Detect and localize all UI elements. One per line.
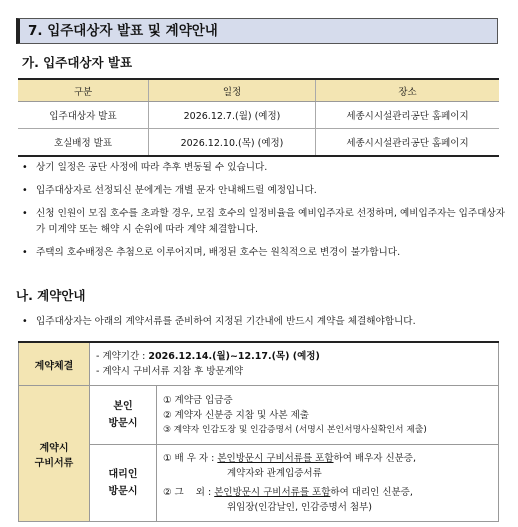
list-item <box>163 485 492 500</box>
list-item: ① 계약금 입금증 <box>163 394 233 406</box>
period-value: 2026.12.14.(월)~12.17.(목) (예정) <box>148 351 320 362</box>
table-row <box>18 102 499 129</box>
list-item: ③ 계약자 인감도장 및 인감증명서 (서명시 본인서명사실확인서 제출) <box>163 424 427 435</box>
list-item: • 주택의 호수배정은 추첨으로 이루어지며, 배정된 호수는 원칙적으로 변경이 불가합니다. <box>22 245 508 261</box>
label-required-docs <box>19 386 90 522</box>
label-contract-signing: 계약체결 <box>19 342 90 386</box>
column-header: 구분 <box>18 79 149 102</box>
table-header-row <box>18 79 499 102</box>
list-item: • 상기 일정은 공단 사정에 따라 추후 변동될 수 있습니다. <box>22 160 508 176</box>
period-prefix: - 계약기간 : <box>96 351 149 362</box>
table-row <box>19 386 499 445</box>
table-cell: 입주대상자 발표 <box>18 102 149 129</box>
item-prefix: ② 그 외 : <box>163 487 215 498</box>
table-cell: 호실배정 발표 <box>18 129 149 157</box>
item-rest: 하여 대리인 신분증, <box>330 487 413 498</box>
label-line: 대리인 <box>108 469 138 480</box>
column-header: 일정 <box>149 79 316 102</box>
section-title: 7. 입주대상자 발표 및 계약안내 <box>16 18 498 44</box>
column-header: 장소 <box>316 79 500 102</box>
notes-list <box>22 160 508 268</box>
label-line: 구비서류 <box>34 457 74 469</box>
item-prefix: ① 배 우 자 : <box>163 453 218 464</box>
label-line: 계약시 <box>39 442 69 454</box>
contract-period-cell <box>90 342 499 386</box>
list-item: • 입주대상자로 선정되신 분에게는 개별 문자 안내해드릴 예정입니다. <box>22 183 508 199</box>
proxy-visit-items <box>157 445 499 522</box>
item-underlined: 본인방문시 구비서류를 포함 <box>217 453 334 464</box>
item-rest: 하여 배우자 신분증, <box>333 453 417 464</box>
list-item: ② 계약자 신분증 지참 및 사본 제출 <box>163 409 309 421</box>
subsection-title-b: 나. 계약안내 <box>16 288 86 303</box>
schedule-table <box>18 78 499 157</box>
contract-note: • 입주대상자는 아래의 계약서류를 준비하여 지정된 기간내에 반드시 계약을 체결해야합니다. <box>22 314 416 330</box>
label-line: 방문시 <box>108 486 138 497</box>
table-cell: 2026.12.10.(목) (예정) <box>149 129 316 157</box>
table-row <box>19 342 499 386</box>
proxy-visit-label <box>90 445 157 522</box>
list-item <box>163 451 492 466</box>
table-cell: 세종시시설관리공단 홈페이지 <box>316 129 500 157</box>
list-item-continued: 위임장(인감날인, 인감증명서 첨부) <box>227 502 372 513</box>
table-row <box>18 129 499 157</box>
table-cell: 세종시시설관리공단 홈페이지 <box>316 102 500 129</box>
self-visit-label <box>90 386 157 445</box>
subsection-title-a: 가. 입주대상자 발표 <box>22 55 133 70</box>
visit-line: - 계약시 구비서류 지참 후 방문계약 <box>96 366 244 377</box>
item-underlined: 본인방문시 구비서류를 포함 <box>214 487 331 498</box>
contract-table <box>18 341 499 522</box>
label-line: 방문시 <box>108 418 138 429</box>
table-cell: 2026.12.7.(월) (예정) <box>149 102 316 129</box>
list-item-continued: 계약자와 관계입증서류 <box>227 468 322 479</box>
list-item: • 신청 인원이 모집 호수를 초과할 경우, 모집 호수의 일정비율을 예비입주자로 선정하며, 예비입주자는 입주대상자가 미계약 또는 해약 시 순위에 따라 계약 체결합니다. <box>22 206 508 238</box>
table-row <box>19 445 499 522</box>
self-visit-items <box>157 386 499 445</box>
label-line: 본인 <box>113 401 133 412</box>
